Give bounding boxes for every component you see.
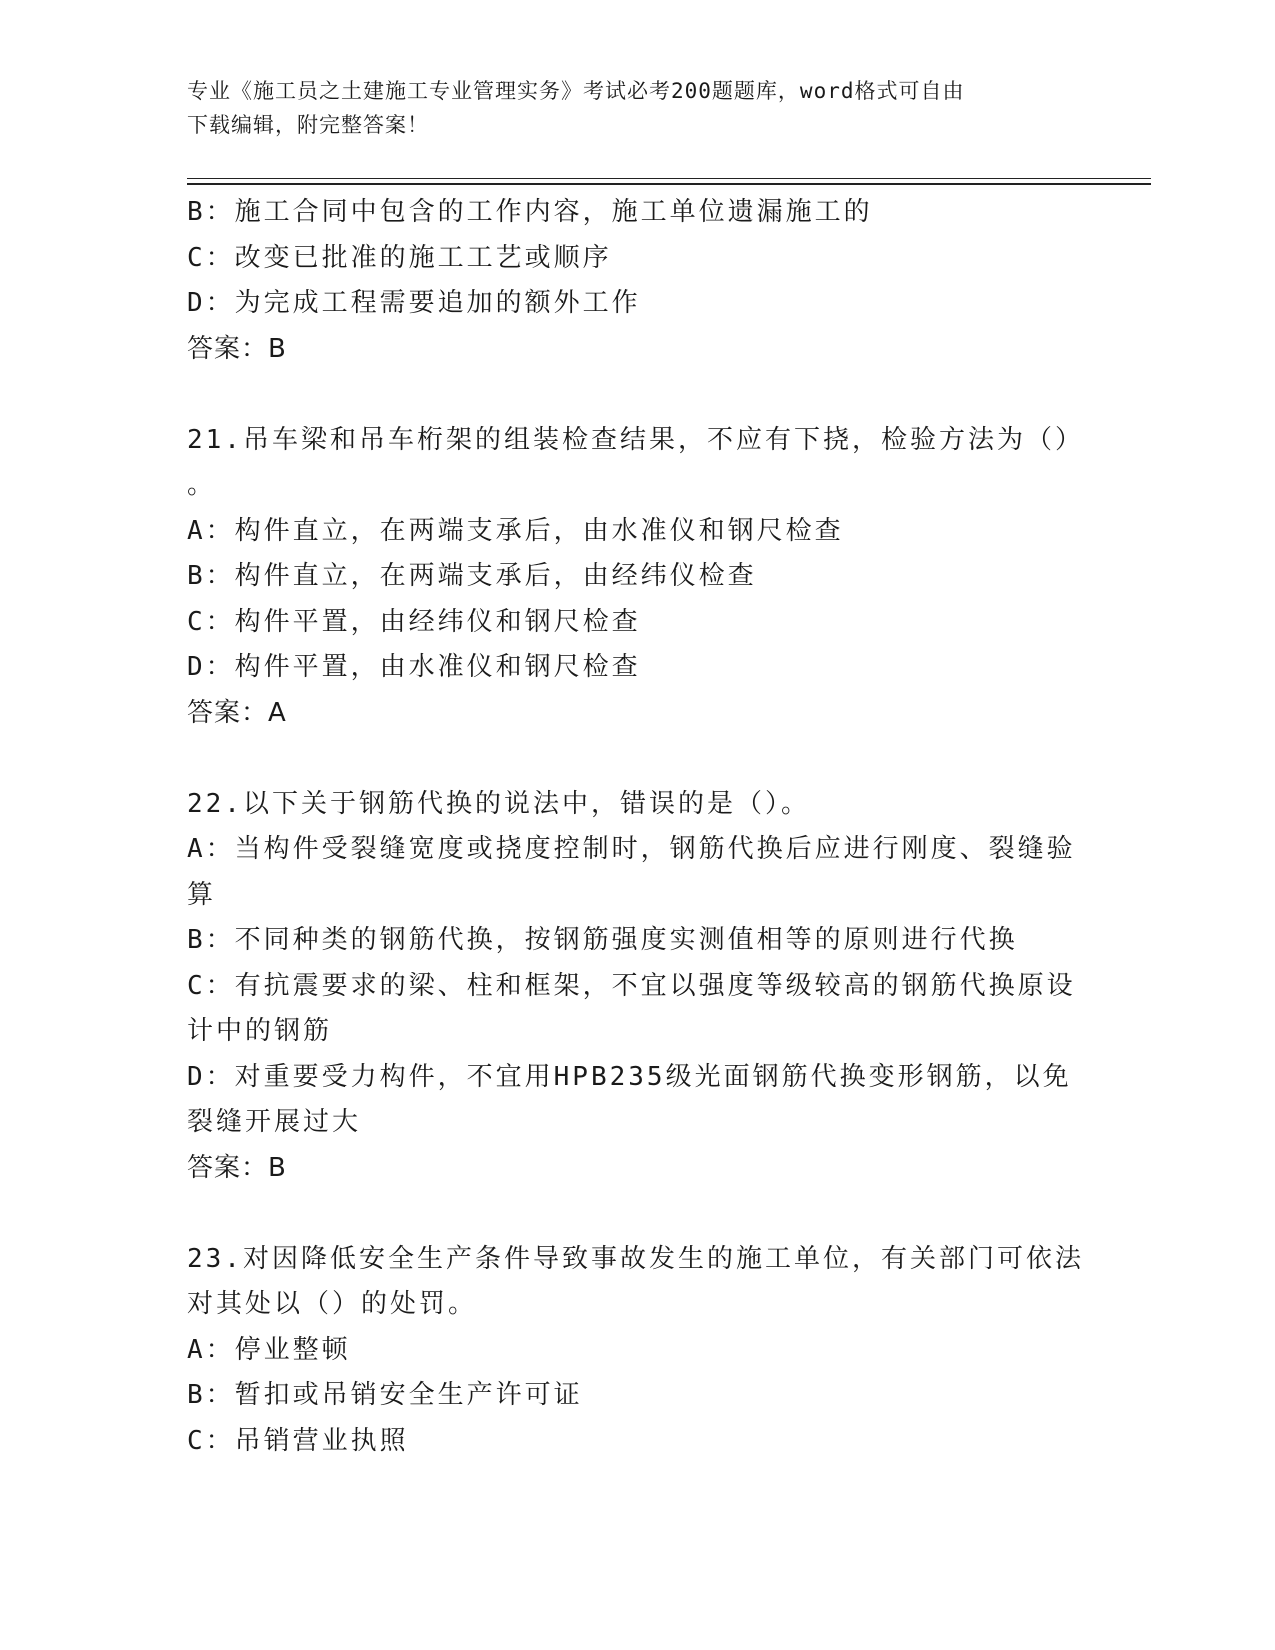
question-21 — [187, 418, 1087, 737]
spacer — [187, 1191, 1087, 1237]
option-b: B：暂扣或吊销安全生产许可证 — [187, 1380, 583, 1410]
header-divider-thick — [187, 183, 1151, 185]
option-a-cont: 算 — [187, 879, 217, 910]
answer: 答案：B — [187, 1152, 287, 1183]
option-c: C：有抗震要求的梁、柱和框架，不宜以强度等级较高的钢筋代换原设 — [187, 970, 1076, 1001]
question-stem-cont: 对其处以（）的处罚。 — [187, 1289, 478, 1319]
question-20 — [187, 190, 1087, 372]
option-c: C：改变已批准的施工工艺或顺序 — [187, 242, 612, 273]
option-c: C：吊销营业执照 — [187, 1425, 409, 1456]
answer: 答案：A — [187, 697, 287, 728]
option-c-cont: 计中的钢筋 — [187, 1016, 333, 1046]
question-stem: 23.对因降低安全生产条件导致事故发生的施工单位，有关部门可依法 — [187, 1243, 1084, 1274]
document-header — [187, 74, 1067, 142]
header-line-1: 专业《施工员之土建施工专业管理实务》考试必考200题题库，word格式可自由 — [187, 79, 965, 103]
question-stem-cont: 。 — [187, 470, 217, 500]
question-23 — [187, 1237, 1087, 1465]
option-c: C：构件平置，由经纬仪和钢尺检查 — [187, 606, 641, 637]
spacer — [187, 736, 1087, 782]
option-a: A：当构件受裂缝宽度或挠度控制时，钢筋代换后应进行刚度、裂缝验 — [187, 834, 1076, 864]
spacer — [187, 372, 1087, 418]
option-d: D：对重要受力构件，不宜用HPB235级光面钢筋代换变形钢筋，以免 — [187, 1061, 1072, 1092]
question-22 — [187, 782, 1087, 1192]
option-a: A：构件直立，在两端支承后，由水准仪和钢尺检查 — [187, 515, 844, 546]
option-d: D：为完成工程需要追加的额外工作 — [187, 288, 641, 318]
question-stem: 22.以下关于钢筋代换的说法中，错误的是（）。 — [187, 788, 810, 819]
option-a: A：停业整顿 — [187, 1334, 351, 1365]
option-d: D：构件平置，由水准仪和钢尺检查 — [187, 652, 641, 682]
option-b: B：构件直立，在两端支承后，由经纬仪检查 — [187, 561, 757, 591]
answer: 答案：B — [187, 333, 287, 364]
question-content — [187, 190, 1087, 1464]
header-divider-thin — [187, 178, 1151, 179]
option-b: B：不同种类的钢筋代换，按钢筋强度实测值相等的原则进行代换 — [187, 925, 1018, 955]
question-stem: 21.吊车梁和吊车桁架的组装检查结果，不应有下挠，检验方法为（） — [187, 424, 1084, 455]
header-line-2: 下载编辑，附完整答案！ — [187, 113, 429, 137]
option-d-cont: 裂缝开展过大 — [187, 1107, 362, 1137]
option-b: B：施工合同中包含的工作内容，施工单位遗漏施工的 — [187, 197, 873, 227]
